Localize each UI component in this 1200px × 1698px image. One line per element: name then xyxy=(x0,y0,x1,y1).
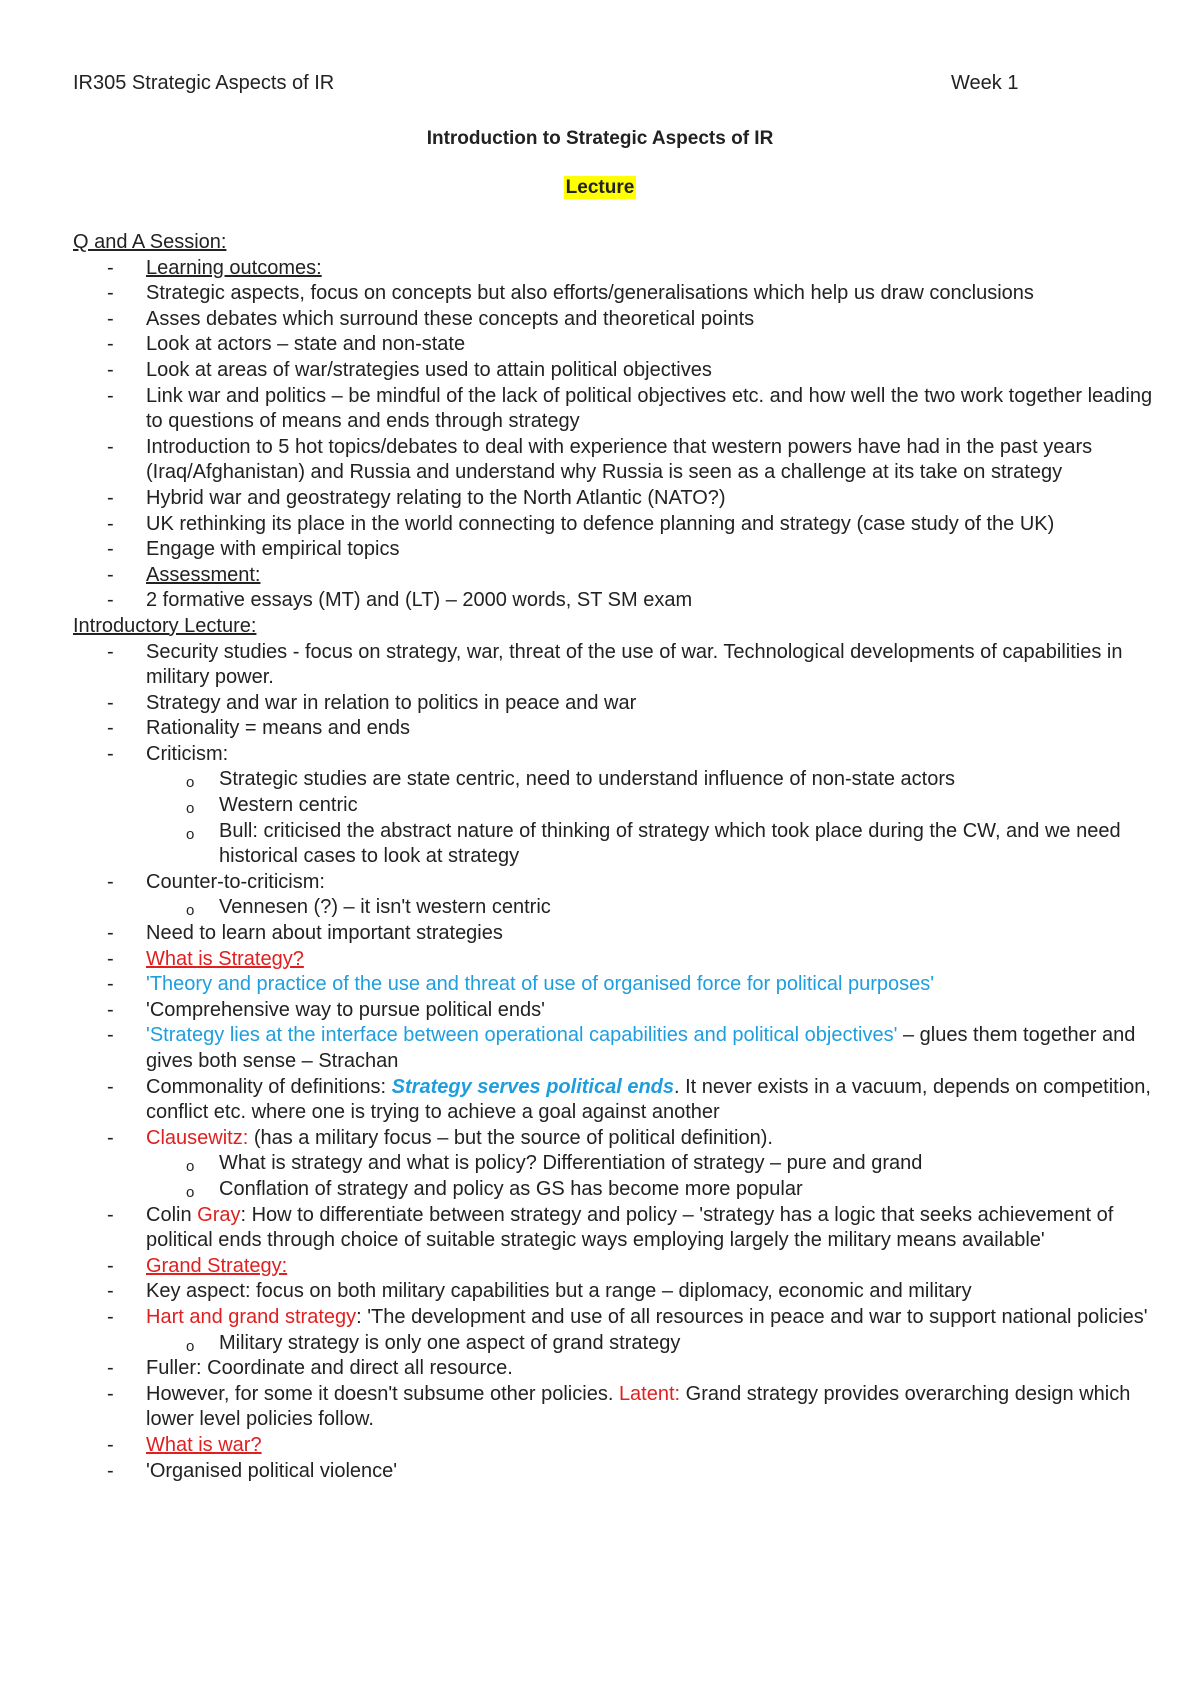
gray-name: Gray xyxy=(197,1203,241,1226)
assessment-label: Assessment: xyxy=(146,563,261,586)
hart-name: Hart and grand strategy xyxy=(146,1305,357,1328)
bullet-icon: o xyxy=(186,1337,195,1355)
sub-list-item: o Western centric xyxy=(73,793,1153,819)
key-point-emphasis: Strategy serves political ends xyxy=(391,1075,675,1098)
what-is-strategy-heading: What is Strategy? xyxy=(146,947,304,970)
list-item: - Strategic aspects, focus on concepts but also efforts/generalisations which help us draw conclusions xyxy=(107,282,1034,305)
bullet-icon: o xyxy=(186,800,195,818)
bullet-icon: o xyxy=(186,825,195,843)
sub-list-item: o Military strategy is only one aspect of grand strategy xyxy=(73,1331,1153,1357)
list-item: - Need to learn about important strategies xyxy=(107,922,503,945)
bullet-icon: o xyxy=(186,1183,195,1201)
document-title: Introduction to Strategic Aspects of IR xyxy=(426,128,774,149)
list-item: - Colin Gray: How to differentiate between strategy and policy – 'strategy has a logic that seeks achievement of political ends through choice of suitable strategic ways employing largely the military means available' xyxy=(107,1203,1114,1252)
header-course: IR305 Strategic Aspects of IR xyxy=(73,72,335,94)
list-item: - Security studies - focus on strategy, war, threat of the use of war. Technological developments of capabilities in military power. xyxy=(107,640,1123,689)
intro-heading: Introductory Lecture: xyxy=(73,614,257,637)
what-is-war-heading: What is war? xyxy=(146,1433,262,1456)
list-item: - 'Comprehensive way to pursue political ends' xyxy=(107,998,545,1021)
list-item: - Commonality of definitions: Strategy serves political ends. It never exists in a vacuum, depends on competition, conflict etc. where one is trying to achieve a goal against another xyxy=(107,1075,1151,1124)
list-item: - Hybrid war and geostrategy relating to the North Atlantic (NATO?) xyxy=(107,486,726,509)
list-item: - Criticism: xyxy=(107,742,229,765)
list-item: - 'Strategy lies at the interface between operational capabilities and political objectives' – glues them together and gives both sense – Strachan xyxy=(107,1024,1136,1072)
strachan-quote: 'Strategy lies at the interface between operational capabilities and political objectives' xyxy=(146,1024,898,1047)
list-item: - Engage with empirical topics xyxy=(107,538,400,561)
list-item: - Grand Strategy: xyxy=(107,1254,288,1277)
list-item: - What is Strategy? xyxy=(107,947,304,970)
strategy-definition-quote: 'Theory and practice of the use and threat of use of organised force for political purposes' xyxy=(146,973,935,996)
list-item: - Hart and grand strategy: 'The development and use of all resources in peace and war to support national policies' xyxy=(107,1305,1148,1328)
bullet-icon: o xyxy=(186,902,195,920)
header-week: Week 1 xyxy=(951,72,1019,94)
list-item: - Strategy and war in relation to politics in peace and war xyxy=(107,691,637,714)
sub-list-item: o Strategic studies are state centric, need to understand influence of non-state actors xyxy=(73,767,1153,793)
list-item: - Clausewitz: (has a military focus – but the source of political definition). xyxy=(107,1126,773,1149)
sub-list-item: o Vennesen (?) – it isn't western centric xyxy=(73,895,1153,921)
subtitle-wrap xyxy=(0,177,1200,199)
clausewitz-name: Clausewitz: xyxy=(146,1126,249,1149)
list-item: - Learning outcomes: xyxy=(107,256,322,279)
list-item: - 2 formative essays (MT) and (LT) – 2000 words, ST SM exam xyxy=(107,589,693,612)
list-item: - Look at areas of war/strategies used to attain political objectives xyxy=(107,358,712,381)
list-item: - However, for some it doesn't subsume other policies. Latent: Grand strategy provides overarching design which lower level policies follow. xyxy=(107,1382,1131,1431)
list-item: - 'Organised political violence' xyxy=(107,1459,398,1482)
sub-list-item: o What is strategy and what is policy? Differentiation of strategy – pure and grand xyxy=(73,1151,1153,1177)
document-subtitle: Lecture xyxy=(565,177,635,198)
learning-outcomes-label: Learning outcomes: xyxy=(146,256,322,279)
latent-label: Latent: xyxy=(618,1382,681,1405)
list-item: - Look at actors – state and non-state xyxy=(107,333,466,356)
list-item: - Rationality = means and ends xyxy=(107,717,411,740)
list-item: - Counter-to-criticism: xyxy=(107,870,325,893)
bullet-icon: o xyxy=(186,1158,195,1176)
document-body xyxy=(73,230,1153,1484)
sub-list-item: o Bull: criticised the abstract nature of thinking of strategy which took place during the CW, and we need historical cases to look at strategy xyxy=(186,819,1121,868)
list-item: - Assessment: xyxy=(107,563,261,586)
sub-list-item: o Conflation of strategy and policy as GS has become more popular xyxy=(73,1177,1153,1203)
list-item: - 'Theory and practice of the use and threat of use of organised force for political purposes' xyxy=(107,973,935,996)
list-item: - Fuller: Coordinate and direct all resource. xyxy=(107,1357,513,1380)
grand-strategy-heading: Grand Strategy: xyxy=(146,1254,288,1277)
list-item: - UK rethinking its place in the world connecting to defence planning and strategy (case study of the UK) xyxy=(107,512,1055,535)
list-item: - What is war? xyxy=(107,1433,262,1456)
list-item: - Asses debates which surround these concepts and theoretical points xyxy=(107,307,755,330)
qa-heading: Q and A Session: xyxy=(73,231,227,253)
list-item: - Link war and politics – be mindful of the lack of political objectives etc. and how well the two work together leading to questions of means and ends through strategy xyxy=(107,384,1153,433)
list-item: - Introduction to 5 hot topics/debates to deal with experience that western powers have had in the past years (Iraq/Afghanistan) and Russia and understand why Russia is seen as a challenge at its take on strategy xyxy=(107,435,1093,484)
bullet-icon: o xyxy=(186,774,195,792)
list-item: - Key aspect: focus on both military capabilities but a range – diplomacy, economic and military xyxy=(107,1280,972,1303)
